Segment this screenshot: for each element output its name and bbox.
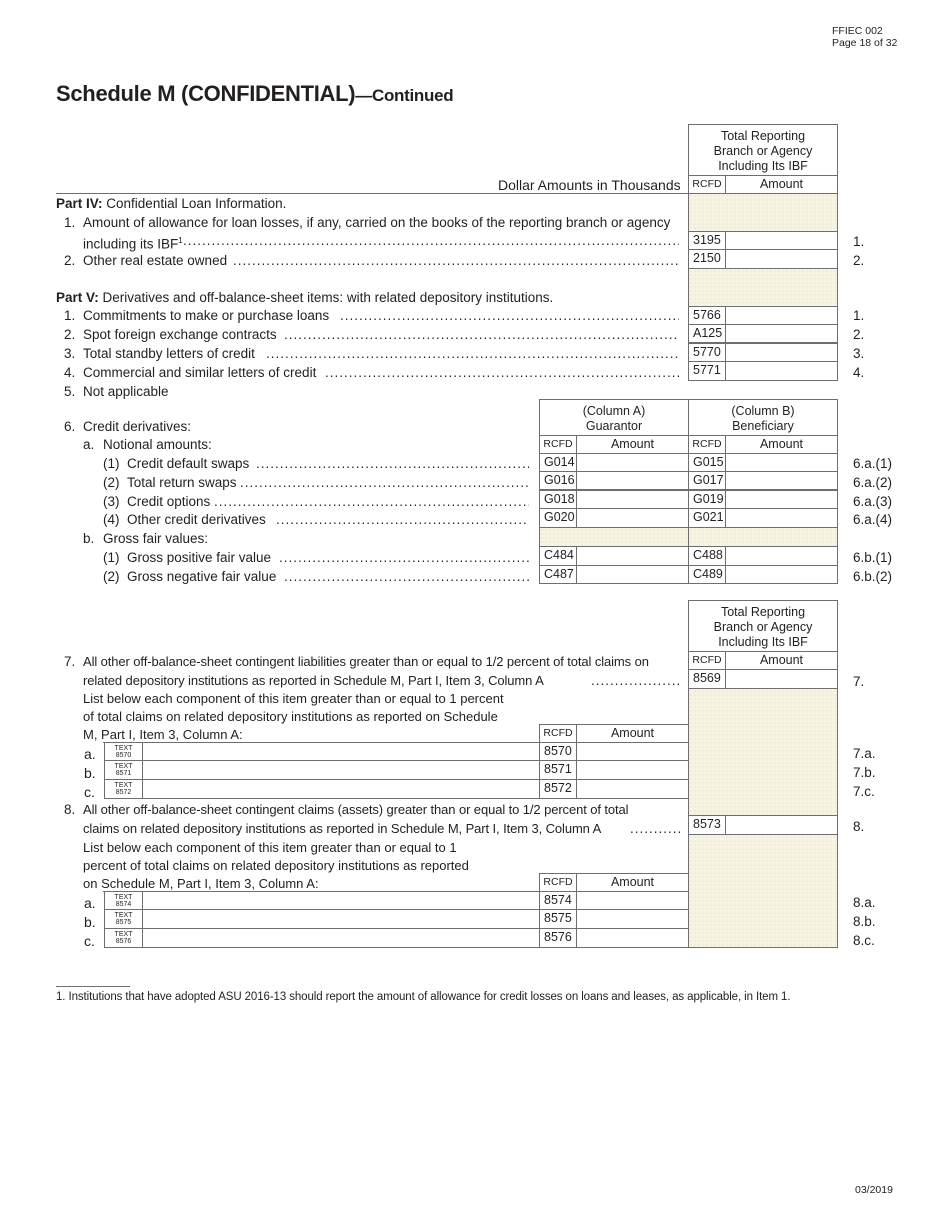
row-num: (3) (103, 494, 120, 509)
part4-item1-line2 (83, 232, 183, 254)
text-label: TEXT (114, 782, 133, 789)
part5-item4-text: Commercial and similar letters of credit (83, 365, 317, 380)
amount-input-8575[interactable] (576, 909, 689, 929)
part5-item4-num: 4. (64, 365, 76, 380)
item6-text: Credit derivatives: (83, 419, 192, 434)
rcfd-code-5771: 5771 (688, 361, 726, 381)
part5-item5-num: 5. (64, 384, 76, 399)
text-code-label (104, 742, 143, 761)
amount-header: Amount (725, 175, 838, 194)
item7-list-instruction-1: List below each component of this item greater than or equal to 1 percent (83, 691, 504, 706)
text-code-label (104, 891, 143, 910)
line-ref: 3. (853, 346, 865, 361)
row-text: Gross negative fair value (127, 569, 277, 584)
text-label: TEXT (114, 745, 133, 752)
leader-dots (240, 474, 529, 492)
rcfd-code-3195: 3195 (688, 231, 726, 250)
line-ref: 8.b. (853, 914, 876, 929)
item6a-label: a. (83, 437, 95, 452)
shaded-cell (688, 834, 838, 948)
item8-line2: claims on related depository institutions as reported in Schedule M, Part I, Item 3, Column A (83, 821, 602, 836)
line-ref: 6.a.(2) (853, 475, 893, 490)
amount-input-c487[interactable] (576, 565, 689, 584)
leader-dots (630, 820, 680, 838)
row-text: Total return swaps (127, 475, 237, 490)
rcfd-header: RCFD (688, 175, 726, 194)
item6b-label: b. (83, 531, 95, 546)
rcfd-header: RCFD (539, 435, 577, 454)
line-ref: 2. (853, 327, 865, 342)
part5-heading (56, 289, 553, 307)
column-b-header (688, 399, 838, 436)
text-input-8570[interactable] (142, 742, 540, 761)
form-id: FFIEC 002 (832, 25, 883, 37)
amount-input-5771[interactable] (725, 361, 838, 381)
row-letter: b. (84, 914, 96, 930)
item7-line2: related depository institutions as reported in Schedule M, Part I, Item 3, Column A (83, 673, 544, 688)
text-input-8574[interactable] (142, 891, 540, 910)
page-title-suffix: —Continued (355, 86, 454, 105)
part5-item2-text: Spot foreign exchange contracts (83, 327, 277, 342)
text-label: TEXT (114, 763, 133, 770)
column-a-label: (Column A) (582, 404, 646, 418)
part4-item1-line1: Amount of allowance for loan losses, if any, carried on the books of the reporting branch or agency (83, 215, 671, 230)
text-label: TEXT (114, 912, 133, 919)
part4-heading (56, 195, 286, 213)
amount-header: Amount (576, 435, 689, 454)
line-ref: 6.a.(1) (853, 456, 893, 471)
rcfd-code-8570: 8570 (539, 742, 577, 761)
part4-label: Part IV: (56, 196, 103, 211)
row-text: Credit default swaps (127, 456, 250, 471)
amount-input-3195[interactable] (725, 231, 838, 250)
part4-item1-num: 1. (64, 215, 76, 230)
line-ref: 8. (853, 819, 865, 834)
rcfd-code-c488: C488 (688, 546, 726, 566)
text-input-8575[interactable] (142, 909, 540, 929)
total-header-line1: Total Reporting (720, 129, 806, 143)
amount-input-g020[interactable] (576, 508, 689, 528)
row-num: (1) (103, 550, 120, 565)
revision-date: 03/2019 (855, 1184, 893, 1196)
part4-item2-num: 2. (64, 253, 76, 268)
shaded-cell (539, 527, 689, 547)
rcfd-header: RCFD (539, 724, 577, 743)
footnote-text: 1. Institutions that have adopted ASU 2016-13 should report the amount of allowance for credit losses on loans and leases, as applicable, in Item 1. (56, 991, 791, 1003)
amount-input-5766[interactable] (725, 306, 838, 325)
row-text: Gross positive fair value (127, 550, 272, 565)
rcfd-code-8576: 8576 (539, 928, 577, 948)
text-code: 8575 (115, 919, 132, 926)
item6a-text: Notional amounts: (103, 437, 212, 452)
rcfd-header: RCFD (539, 873, 577, 892)
line-ref: 6.a.(3) (853, 494, 893, 509)
line-ref: 6.b.(2) (853, 569, 893, 584)
leader-dots (340, 307, 679, 325)
amount-input-5770[interactable] (725, 343, 838, 362)
rcfd-code-8575: 8575 (539, 909, 577, 929)
total-column-header (688, 124, 838, 176)
page-number: Page 18 of 32 (832, 37, 898, 49)
text-input-8576[interactable] (142, 928, 540, 948)
item8-line1: All other off-balance-sheet contingent claims (assets) greater than or equal to 1/2 percent of total (83, 802, 629, 817)
line-ref: 2. (853, 253, 865, 268)
rcfd-code-g018: G018 (539, 490, 577, 509)
item8-list-instruction-2: percent of total claims on related depository institutions as reported (83, 858, 469, 873)
amount-input-g018[interactable] (576, 490, 689, 509)
shaded-cell (688, 268, 838, 307)
part4-item1-text: including its IBF (83, 236, 179, 252)
item6-num: 6. (64, 419, 76, 434)
amount-input-c484[interactable] (576, 546, 689, 566)
leader-dots (266, 345, 679, 363)
part5-item5-text: Not applicable (83, 384, 169, 399)
item6b-text: Gross fair values: (103, 531, 209, 546)
leader-dots (214, 493, 529, 511)
item8-list-instruction-3: on Schedule M, Part I, Item 3, Column A: (83, 876, 319, 891)
footnote-divider (56, 986, 130, 987)
amount-input-8573[interactable] (725, 815, 838, 835)
dollar-amounts-label: Dollar Amounts in Thousands (498, 177, 681, 193)
shaded-cell (688, 193, 838, 232)
shaded-cell (688, 527, 838, 547)
rcfd-code-5770: 5770 (688, 343, 726, 362)
line-ref: 4. (853, 365, 865, 380)
rcfd-code-8573: 8573 (688, 815, 726, 835)
text-code: 8570 (115, 752, 132, 759)
item7-list-instruction-2: of total claims on related depository institutions as reported on Schedule (83, 709, 498, 724)
leader-dots (233, 252, 679, 270)
part5-label: Part V: (56, 290, 99, 305)
amount-header: Amount (725, 435, 838, 454)
rcfd-code-8569: 8569 (688, 669, 726, 689)
amount-input-8576[interactable] (576, 928, 689, 948)
item7-line1: All other off-balance-sheet contingent liabilities greater than or equal to 1/2 percent of total claims on (83, 654, 649, 669)
row-letter: a. (84, 746, 96, 762)
part5-item3-text: Total standby letters of credit (83, 346, 255, 361)
total-header-line2: Branch or Agency (713, 620, 813, 634)
shaded-cell (688, 688, 838, 816)
part5-item1-text: Commitments to make or purchase loans (83, 308, 330, 323)
column-b-title: Beneficiary (732, 419, 794, 433)
part5-item1-num: 1. (64, 308, 76, 323)
part5-title: Derivatives and off-balance-sheet items: with related depository institutions. (98, 290, 554, 305)
text-code: 8576 (115, 938, 132, 945)
item8-list-instruction-1: List below each component of this item greater than or equal to 1 (83, 840, 457, 855)
row-letter: c. (84, 784, 95, 800)
line-ref: 8.a. (853, 895, 876, 910)
text-code-label (104, 760, 143, 780)
rcfd-header: RCFD (688, 435, 726, 454)
row-letter: c. (84, 933, 95, 949)
column-b-label: (Column B) (731, 404, 795, 418)
rcfd-code-8572: 8572 (539, 779, 577, 799)
line-ref: 7. (853, 674, 865, 689)
row-num: (4) (103, 512, 120, 527)
text-label: TEXT (114, 894, 133, 901)
leader-dots (325, 364, 679, 382)
line-ref: 1. (853, 308, 865, 323)
row-text: Other credit derivatives (127, 512, 266, 527)
amount-header: Amount (576, 873, 689, 892)
amount-header: Amount (725, 651, 838, 670)
rcfd-code-g016: G016 (539, 471, 577, 490)
row-num: (2) (103, 569, 120, 584)
text-input-8572[interactable] (142, 779, 540, 799)
total-header-line3: Including Its IBF (718, 635, 808, 649)
rcfd-code-a125: A125 (688, 324, 726, 343)
total-header-line2: Branch or Agency (713, 144, 813, 158)
leader-dots (279, 549, 529, 567)
rcfd-code-2150: 2150 (688, 249, 726, 269)
item7-num: 7. (64, 654, 76, 669)
amount-input-8569[interactable] (725, 669, 838, 689)
rcfd-code-c487: C487 (539, 565, 577, 584)
rcfd-code-5766: 5766 (688, 306, 726, 325)
page-title (56, 80, 453, 110)
rcfd-code-c489: C489 (688, 565, 726, 584)
leader-dots (284, 326, 679, 344)
rcfd-code-g021: G021 (688, 508, 726, 528)
item8-num: 8. (64, 802, 76, 817)
text-code-label (104, 928, 143, 948)
leader-dots (591, 672, 679, 690)
amount-input-8574[interactable] (576, 891, 689, 910)
leader-dots (256, 455, 529, 473)
row-num: (1) (103, 456, 120, 471)
text-code: 8574 (115, 901, 132, 908)
part5-item2-num: 2. (64, 327, 76, 342)
line-ref: 6.b.(1) (853, 550, 893, 565)
row-letter: b. (84, 765, 96, 781)
amount-input-g015[interactable] (725, 453, 838, 472)
amount-input-8572[interactable] (576, 779, 689, 799)
text-code: 8571 (115, 770, 132, 777)
item7-list-instruction-3: M, Part I, Item 3, Column A: (83, 727, 243, 742)
amount-header: Amount (576, 724, 689, 743)
total-column-header (688, 600, 838, 652)
amount-input-g014[interactable] (576, 453, 689, 472)
amount-input-g017[interactable] (725, 471, 838, 490)
text-label: TEXT (114, 931, 133, 938)
amount-input-c488[interactable] (725, 546, 838, 566)
rcfd-code-g019: G019 (688, 490, 726, 509)
line-ref: 7.a. (853, 746, 876, 761)
amount-input-c489[interactable] (725, 565, 838, 584)
row-letter: a. (84, 895, 96, 911)
rcfd-code-8571: 8571 (539, 760, 577, 780)
rcfd-code-g020: G020 (539, 508, 577, 528)
text-code-label (104, 909, 143, 929)
line-ref: 7.c. (853, 784, 875, 799)
footnote-ref: 1 (178, 236, 183, 245)
row-num: (2) (103, 475, 120, 490)
amount-input-a125[interactable] (725, 324, 838, 343)
text-input-8571[interactable] (142, 760, 540, 780)
rcfd-code-c484: C484 (539, 546, 577, 566)
rcfd-code-8574: 8574 (539, 891, 577, 910)
part4-title: Confidential Loan Information. (102, 196, 287, 211)
column-a-header (539, 399, 689, 436)
amount-input-2150[interactable] (725, 249, 838, 269)
text-code: 8572 (115, 789, 132, 796)
row-text: Credit options (127, 494, 211, 509)
rcfd-code-g014: G014 (539, 453, 577, 472)
text-code-label (104, 779, 143, 799)
amount-input-8570[interactable] (576, 742, 689, 761)
page-title-main: Schedule M (CONFIDENTIAL) (56, 81, 356, 106)
header-divider (56, 193, 688, 194)
leader-dots (284, 568, 529, 586)
rcfd-code-g015: G015 (688, 453, 726, 472)
amount-input-g021[interactable] (725, 508, 838, 528)
amount-input-g016[interactable] (576, 471, 689, 490)
amount-input-g019[interactable] (725, 490, 838, 509)
rcfd-header: RCFD (688, 651, 726, 670)
rcfd-code-g017: G017 (688, 471, 726, 490)
amount-input-8571[interactable] (576, 760, 689, 780)
part4-item2-text: Other real estate owned (83, 253, 228, 268)
line-ref: 1. (853, 234, 865, 249)
line-ref: 7.b. (853, 765, 876, 780)
leader-dots (276, 511, 529, 529)
line-ref: 6.a.(4) (853, 512, 893, 527)
part5-item3-num: 3. (64, 346, 76, 361)
column-a-title: Guarantor (585, 419, 643, 433)
total-header-line1: Total Reporting (720, 605, 806, 619)
leader-dots (183, 232, 679, 250)
line-ref: 8.c. (853, 933, 875, 948)
total-header-line3: Including Its IBF (718, 159, 808, 173)
